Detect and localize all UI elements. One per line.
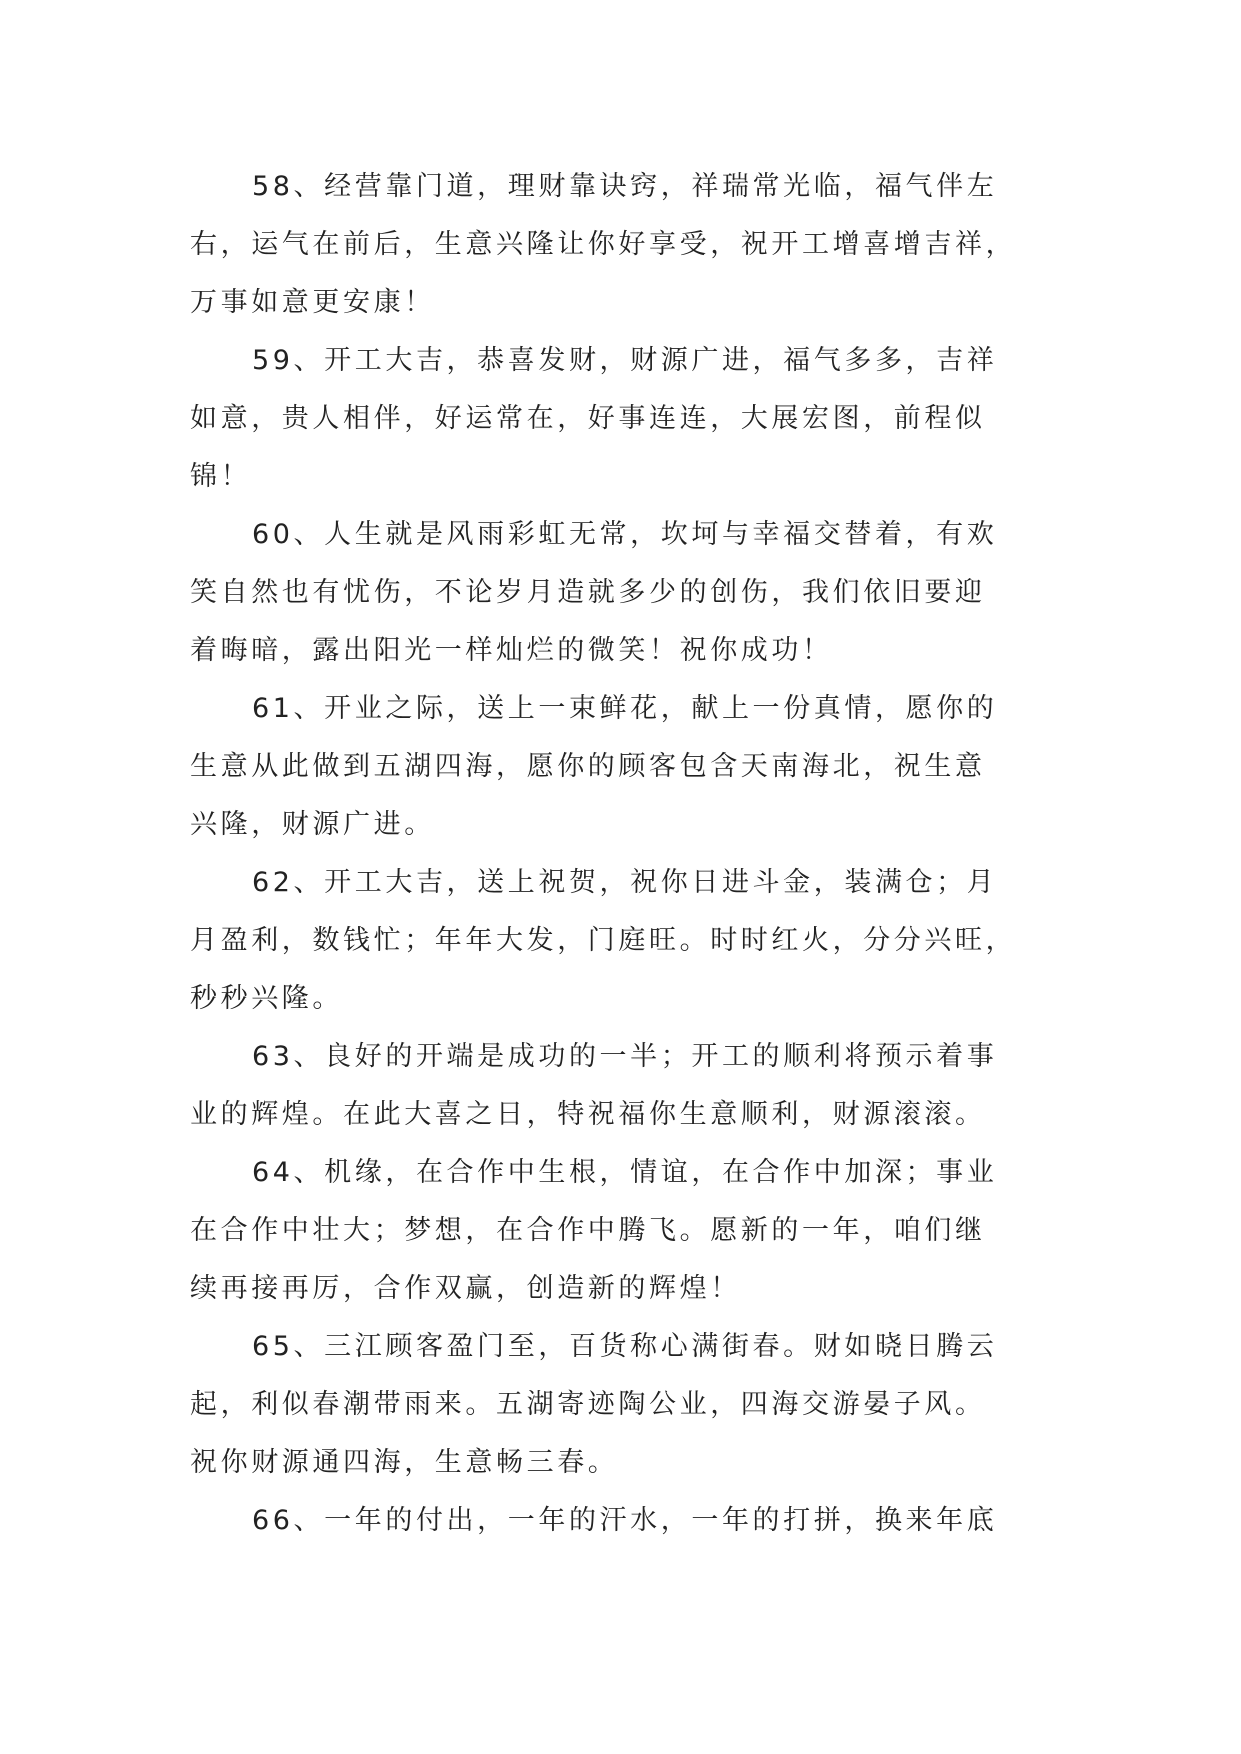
paragraph-line: 右，运气在前后，生意兴隆让你好享受，祝开工增喜增吉祥， (190, 229, 1017, 260)
paragraph-line: 63、良好的开端是成功的一半；开工的顺利将预示着事 (252, 1041, 998, 1072)
paragraph-line: 65、三江顾客盈门至，百货称心满街春。财如晓日腾云 (252, 1331, 998, 1362)
paragraph-line: 起，利似春潮带雨来。五湖寄迹陶公业，四海交游晏子风。 (190, 1389, 986, 1420)
paragraph-58 (190, 158, 1070, 332)
paragraph-line: 生意从此做到五湖四海，愿你的顾客包含天南海北，祝生意 (190, 751, 986, 782)
paragraph-line: 58、经营靠门道，理财靠诀窍，祥瑞常光临，福气伴左 (252, 171, 998, 202)
paragraph-line: 锦！ (190, 461, 252, 492)
paragraph-line: 秒秒兴隆。 (190, 983, 343, 1014)
paragraph-63 (190, 1028, 1070, 1144)
paragraph-line: 着晦暗，露出阳光一样灿烂的微笑！祝你成功！ (190, 635, 833, 666)
paragraph-line: 月盈利，数钱忙；年年大发，门庭旺。时时红火，分分兴旺， (190, 925, 1017, 956)
paragraph-59 (190, 332, 1070, 506)
paragraph-line: 续再接再厉，合作双赢，创造新的辉煌！ (190, 1273, 741, 1304)
paragraph-line: 在合作中壮大；梦想，在合作中腾飞。愿新的一年，咱们继 (190, 1215, 986, 1246)
paragraph-line: 64、机缘，在合作中生根，情谊，在合作中加深；事业 (252, 1157, 998, 1188)
paragraph-line: 59、开工大吉，恭喜发财，财源广进，福气多多，吉祥 (252, 345, 998, 376)
paragraph-line: 笑自然也有忧伤，不论岁月造就多少的创伤，我们依旧要迎 (190, 577, 986, 608)
paragraph-line: 60、人生就是风雨彩虹无常，坎坷与幸福交替着，有欢 (252, 519, 998, 550)
paragraph-line: 业的辉煌。在此大喜之日，特祝福你生意顺利，财源滚滚。 (190, 1099, 986, 1130)
paragraph-line: 如意，贵人相伴，好运常在，好事连连，大展宏图，前程似 (190, 403, 986, 434)
paragraph-65 (190, 1318, 1070, 1492)
paragraph-line: 兴隆，财源广进。 (190, 809, 435, 840)
paragraph-line: 62、开工大吉，送上祝贺，祝你日进斗金，装满仓；月 (252, 867, 998, 898)
paragraph-61 (190, 680, 1070, 854)
paragraph-line: 祝你财源通四海，生意畅三春。 (190, 1447, 619, 1478)
paragraph-line: 66、一年的付出，一年的汗水，一年的打拼，换来年底 (252, 1505, 998, 1536)
paragraph-line: 万事如意更安康！ (190, 287, 435, 318)
paragraph-64 (190, 1144, 1070, 1318)
paragraph-line: 61、开业之际，送上一束鲜花，献上一份真情，愿你的 (252, 693, 998, 724)
document-body (190, 158, 1070, 1550)
paragraph-62 (190, 854, 1070, 1028)
paragraph-66 (190, 1492, 1070, 1550)
paragraph-60 (190, 506, 1070, 680)
